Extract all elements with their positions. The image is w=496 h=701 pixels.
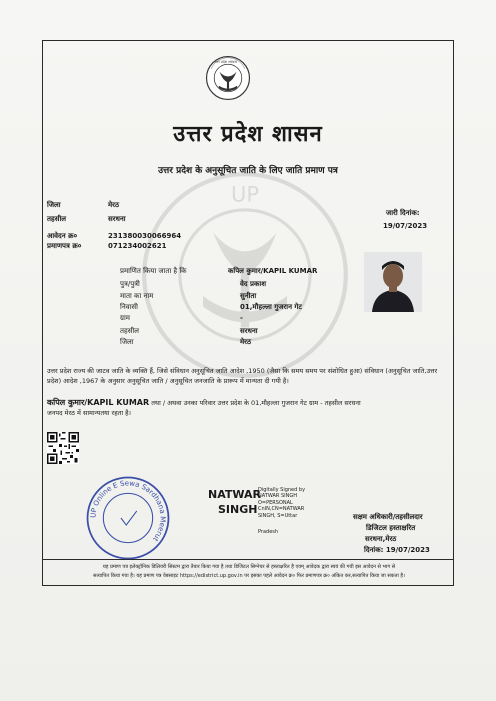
certify-intro: प्रमाणित किया जाता है कि: [120, 267, 187, 275]
caste-statement: उत्तर प्रदेश राज्य की जाटव जाति के व्यक्ति हैं, जिसे संविधान अनुसूचित जाति आदेश ,1950 (जैसा कि समय समय पर संशोधित हुआ) संविधान (अनुसूचित जाति,उत्तर प्रदेश) आदेश ,1967 के अनुसार अनुसूचित जाति / अनुसूचित जनजाति के प्रारूप में मान्यता दी गयी है।: [47, 367, 438, 385]
resident-label: निवासी: [120, 303, 138, 311]
footer-line: यह प्रमाण पत्र इलेक्ट्रॉनिक डिलिवरी सिस्टम द्वारा तैयार किया गया है तथा डिजिटल सिग्नेचर से हस्ताक्षरित है एवम् आवेदक द्वारा स्वयं की गयी इस आवेदन से भाग से: [102, 564, 396, 570]
page-title: उत्तर प्रदेश शासन: [173, 121, 323, 147]
digital-sig-line: Pradesh: [258, 529, 279, 535]
official-seal-icon: [84, 474, 172, 562]
district-value: मेरठ: [108, 201, 120, 209]
certificate-label: प्रमाणपत्र क्र०: [47, 242, 82, 250]
father-value: वेद प्रकाश: [240, 280, 266, 288]
digital-signature-info: [258, 487, 305, 519]
detail-district-label: जिला: [120, 338, 134, 346]
signer-name-line2: SINGH: [218, 503, 258, 516]
tehsil-value: सरधना: [108, 215, 126, 223]
issue-date-label: जारी दिनांक:: [386, 209, 420, 217]
applicant-name: कपिल कुमार/KAPIL KUMAR: [228, 267, 318, 275]
footer-divider: [42, 559, 454, 560]
village-value: -: [240, 314, 243, 322]
page-subtitle: उत्तर प्रदेश के अनुसूचित जाति के लिए जाति प्रमाण पत्र: [158, 166, 338, 176]
mother-value: सुनीता: [240, 292, 257, 300]
certificate-number: 071234002621: [108, 242, 167, 250]
residence-text: तथा / अथवा उनका परिवार उत्तर प्रदेश के 01,मौहल्ला गुजरान गेट ग्राम - तहसील सरधना: [149, 399, 361, 407]
residence-applicant-name: कपिल कुमार/KAPIL KUMAR: [47, 398, 150, 407]
tehsil-label: तहसील: [47, 215, 66, 223]
detail-district-value: मेरठ: [240, 338, 252, 346]
village-label: ग्राम: [120, 314, 130, 322]
svg-text:UP: UP: [230, 182, 260, 207]
detail-tehsil-value: सरधना: [240, 327, 258, 335]
resident-value: 01,मौहल्ला गुजरान गेट: [240, 303, 302, 311]
digital-sig-line: Digitally Signed by: [258, 487, 306, 493]
district-label: जिला: [47, 201, 61, 209]
issue-date-value: 19/07/2023: [383, 222, 428, 230]
officer-place: सरधना,मेरठ: [365, 535, 397, 543]
residence-text-line2: जनपद मेरठ में सामान्यतया रहता है।: [47, 409, 132, 417]
father-label: पुत्र/पुत्री: [120, 280, 140, 288]
signer-name-line1: NATWAR: [208, 488, 261, 501]
footer-line: सत्यापित किया गया है। यह प्रमाण पत्र वेबसाइट https://edistrict.up.gov.in पर इसका पहले आवेदन क्र० फिर प्रमाणपत्र क्र० अंकित कर,सत्यापित किया जा सकता है।: [93, 573, 405, 579]
digital-sig-line: O=PERSONAL: [258, 499, 293, 506]
officer-digital-signed: डिजिटल हस्ताक्षरित: [366, 524, 416, 532]
footer-verification-note: [48, 563, 450, 581]
digital-sig-line: CnIN,CN=NATWAR: [258, 506, 305, 513]
application-label: आवेदन क्र०: [47, 232, 78, 240]
qr-code-icon: [47, 432, 79, 464]
residence-statement: [47, 398, 451, 418]
seal-text: UP Online E Sewa Sardhana Meerut: [88, 478, 168, 544]
officer-date: दिनांक: 19/07/2023: [364, 546, 430, 554]
digital-sig-line: SINGH, S=Uttar: [258, 512, 298, 519]
person-photo-icon: [364, 252, 422, 312]
applicant-photo: [364, 252, 422, 312]
digital-sig-line: NATWAR SINGH: [258, 493, 298, 500]
application-number: 231380030066964: [108, 232, 182, 240]
mother-label: माता का नाम: [120, 292, 154, 300]
detail-tehsil-label: तहसील: [120, 327, 139, 335]
officer-title: सक्षम अधिकारी/तहसीलदार: [353, 513, 423, 521]
emblem-label: उत्तर प्रदेश सरकार: [214, 60, 238, 64]
